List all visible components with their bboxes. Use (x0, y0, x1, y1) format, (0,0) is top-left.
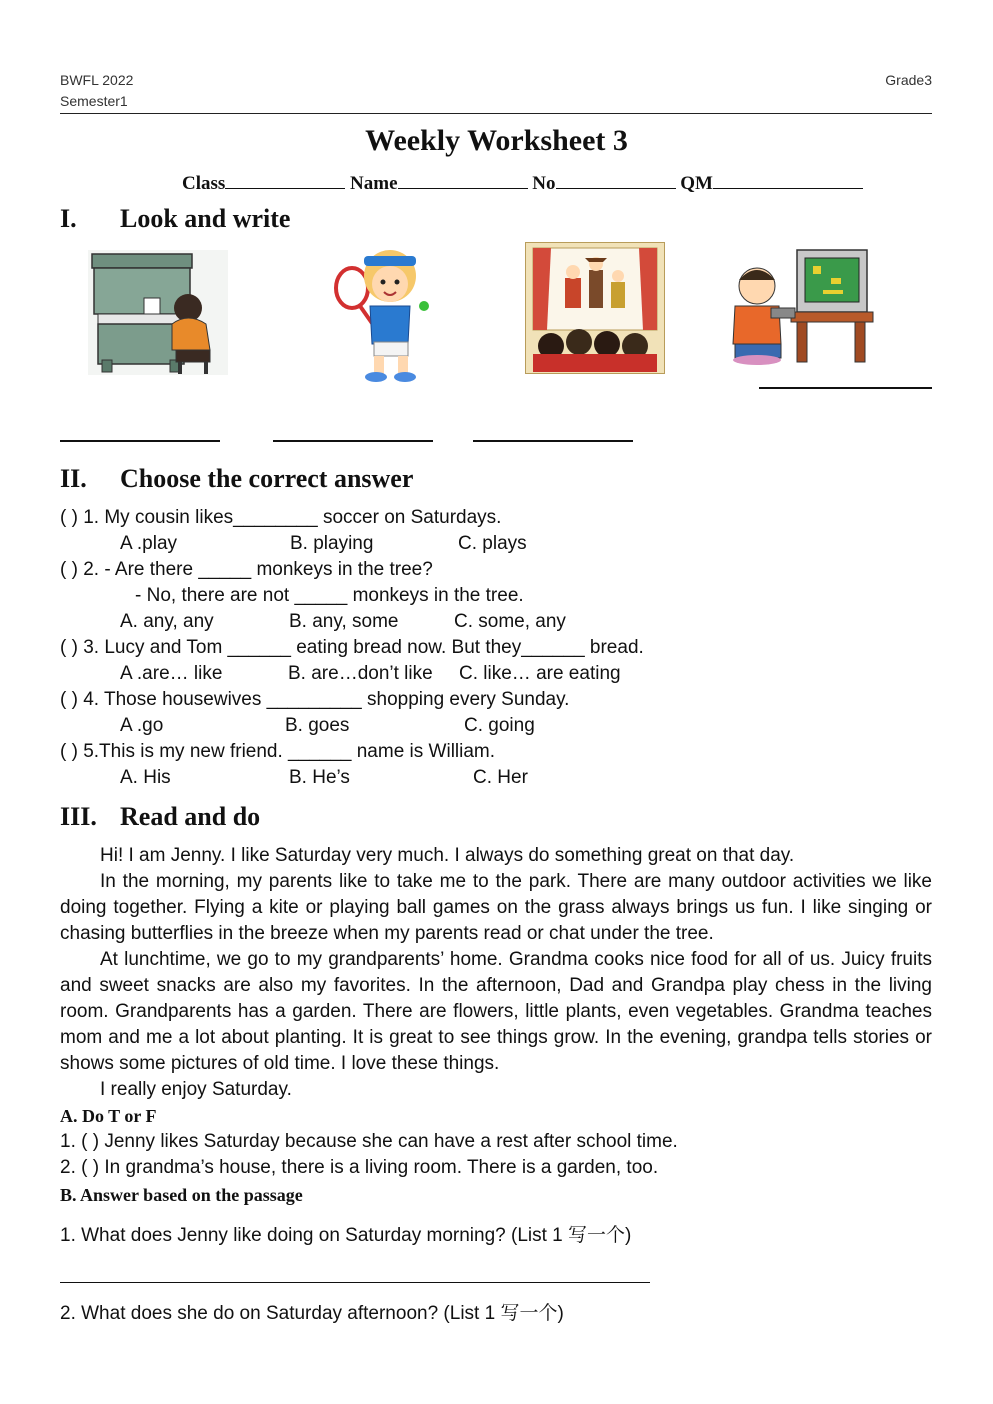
tennis-player-icon (330, 244, 440, 384)
section-1-number: I. (60, 204, 77, 233)
passage-paragraph-3: At lunchtime, we go to my grandparents’ home. Grandma cooks nice food for all of us. Juicy fruits and sweet snacks are also my favorites. In the afternoon, Dad and Grandpa play chess in the living room. Grandparents has a garden. There are flowers, little plants, even vegetables. Grandma teaches mom and me a lot about planting. It is great to see things grow. In the evening, grandpa tells stories or shows some pictures of old time. I love these things. (60, 949, 932, 1074)
student-info-line (182, 170, 863, 195)
section-2-title: Choose the correct answer (120, 464, 414, 493)
section-2-number: II. (60, 464, 87, 493)
qm-label: QM (680, 173, 713, 194)
passage-paragraph-2: In the morning, my parents like to take me to the park. There are many outdoor activities we like doing together. Flying a kite or playing ball games on the grass always brings us fun. I like singing or chasing butterflies in the breeze when my parents read or chat under the tree. (60, 871, 932, 944)
header-grade: Grade3 (885, 72, 932, 88)
page-title: Weekly Worksheet 3 (365, 124, 628, 157)
question-5-option-b: B. He’s (289, 767, 350, 788)
header-org: BWFL 2022 (60, 72, 134, 88)
question-4-stem: ( ) 4. Those housewives _________ shopping every Sunday. (60, 689, 570, 710)
question-1-option-a: A .play (120, 533, 178, 554)
header-divider (60, 113, 932, 114)
question-3-option-a: A .are… like (120, 663, 223, 684)
question-3-option-c: C. like… are eating (459, 663, 621, 684)
answer-question-1: 1. What does Jenny like doing on Saturday morning? (List 1 写一个) (60, 1225, 632, 1246)
class-label: Class (182, 173, 226, 194)
question-2-option-b: B. any, some (289, 611, 399, 632)
question-2-stem-2: - No, there are not _____ monkeys in the tree. (135, 585, 524, 606)
section-3-number: III. (60, 802, 97, 831)
section-1-title: Look and write (120, 204, 291, 233)
part-b-title: B. Answer based on the passage (60, 1185, 303, 1205)
name-blank[interactable] (398, 170, 528, 189)
qm-blank[interactable] (713, 170, 863, 189)
question-5-stem: ( ) 5.This is my new friend. ______ name is William. (60, 741, 496, 762)
question-3-option-b: B. are…don’t like (288, 663, 433, 684)
passage-paragraph-4: I really enjoy Saturday. (100, 1079, 292, 1100)
part-a-title: A. Do T or F (60, 1106, 157, 1126)
true-false-item-1: 1. ( ) Jenny likes Saturday because she can have a rest after school time. (60, 1131, 678, 1152)
class-blank[interactable] (225, 170, 345, 189)
computer-game-icon (727, 244, 875, 366)
question-5-option-c: C. Her (473, 767, 528, 788)
question-3-stem: ( ) 3. Lucy and Tom ______ eating bread now. But they______ bread. (60, 637, 644, 658)
answer-write-line-1[interactable] (60, 1282, 650, 1283)
answer-line-4[interactable] (759, 387, 932, 389)
section-1-heading (60, 204, 290, 234)
question-1-option-c: C. plays (458, 533, 527, 554)
question-2-option-a: A. any, any (120, 611, 214, 632)
name-label: Name (350, 173, 398, 194)
no-label: No (532, 173, 556, 194)
answer-question-2: 2. What does she do on Saturday afternoon? (List 1 写一个) (60, 1303, 564, 1324)
section-3-heading (60, 802, 260, 832)
question-2-option-c: C. some, any (454, 611, 566, 632)
section-3-title: Read and do (120, 802, 261, 831)
question-2-stem: ( ) 2. - Are there _____ monkeys in the tree? (60, 559, 433, 580)
no-blank[interactable] (556, 170, 676, 189)
question-4-option-b: B. goes (285, 715, 350, 736)
answer-line-3[interactable] (473, 440, 633, 442)
question-1-stem: ( ) 1. My cousin likes________ soccer on Saturdays. (60, 507, 502, 528)
question-5-option-a: A. His (120, 767, 171, 788)
header-semester: Semester1 (60, 93, 128, 109)
answer-line-1[interactable] (60, 440, 220, 442)
passage-paragraph-1: Hi! I am Jenny. I like Saturday very much. I always do something great on that day. (100, 845, 795, 866)
answer-line-2[interactable] (273, 440, 433, 442)
theater-icon (525, 242, 665, 374)
piano-icon (88, 250, 228, 375)
question-4-option-a: A .go (120, 715, 164, 736)
question-1-option-b: B. playing (290, 533, 374, 554)
true-false-item-2: 2. ( ) In grandma’s house, there is a living room. There is a garden, too. (60, 1157, 659, 1178)
question-4-option-c: C. going (464, 715, 535, 736)
section-2-heading (60, 464, 413, 494)
